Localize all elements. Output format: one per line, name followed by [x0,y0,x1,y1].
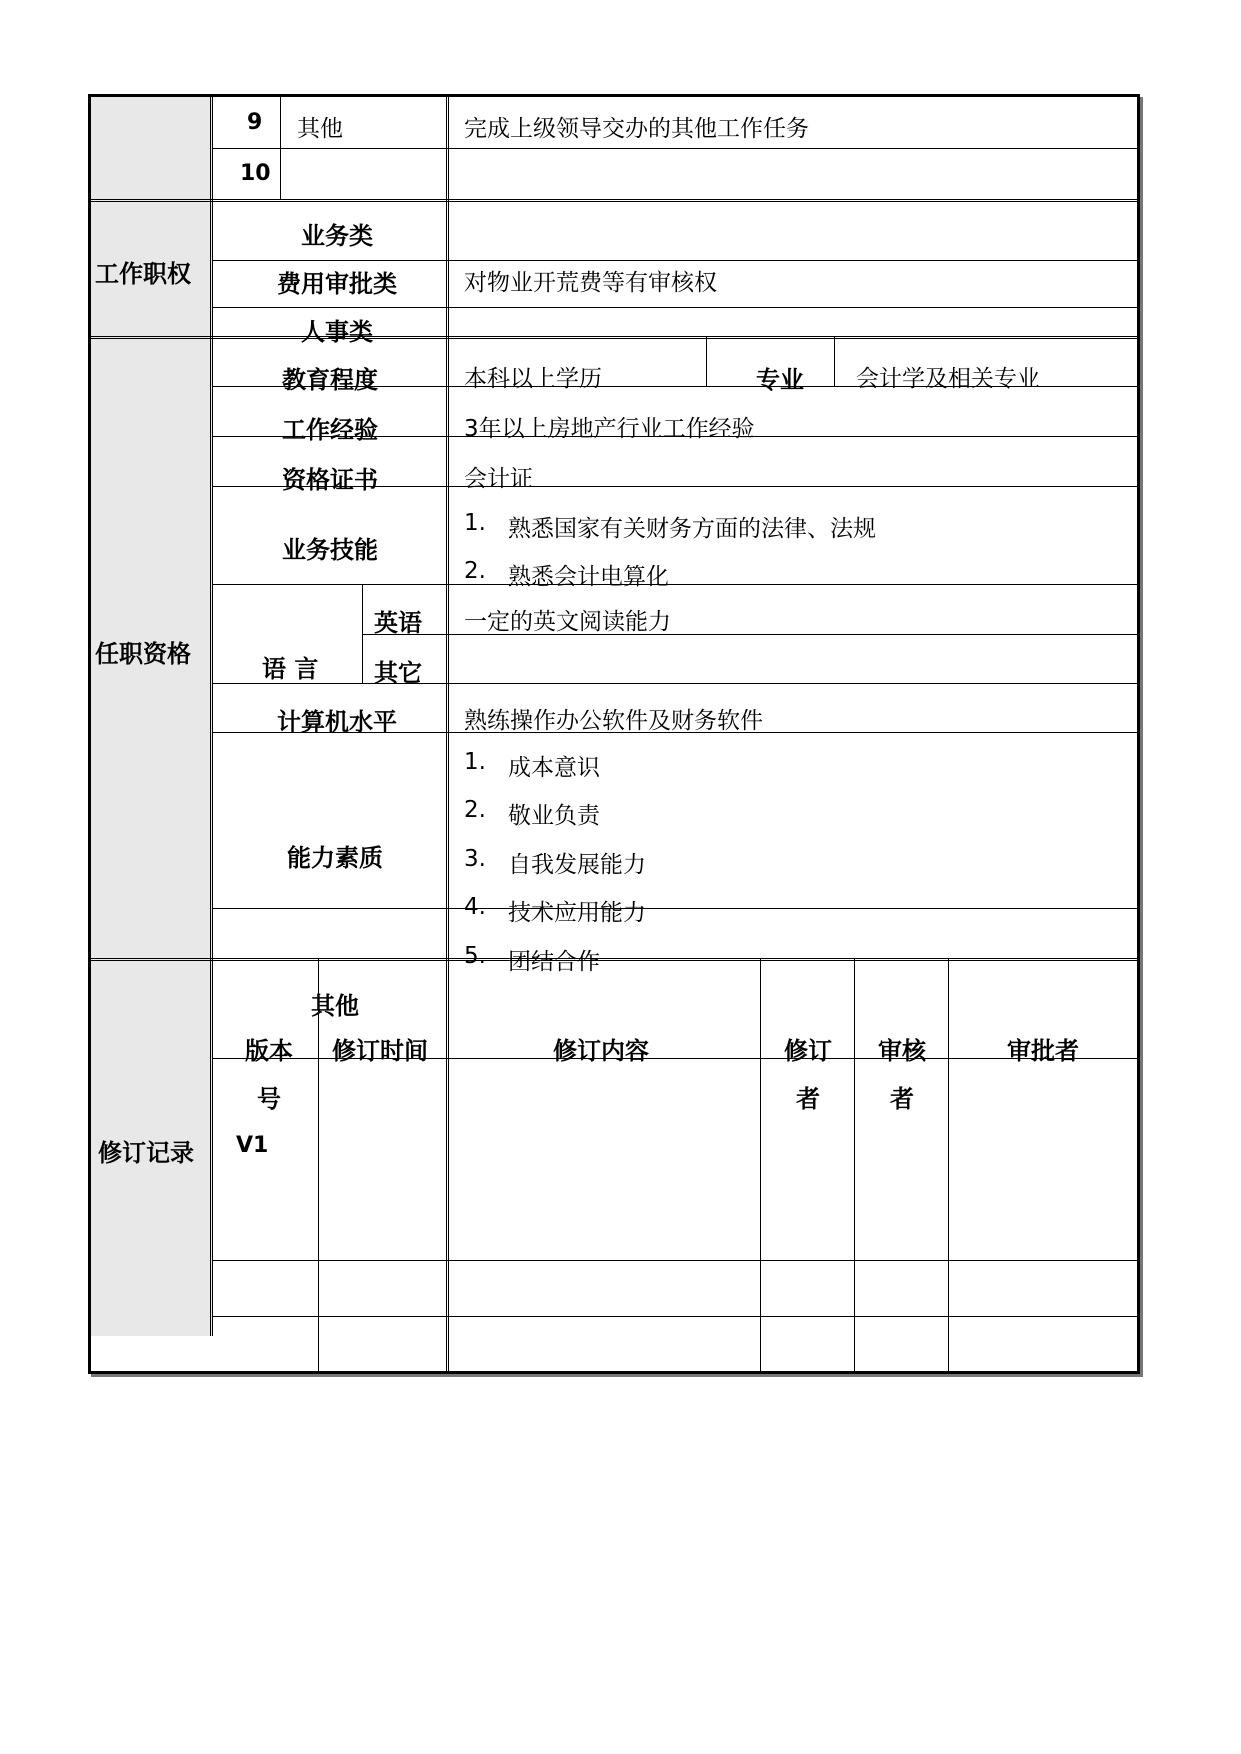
ability-item-text: 敬业负责 [508,803,600,829]
ability-item-text: 成本意识 [508,755,600,781]
ability-item-number: 4. [464,894,486,920]
revision-header-auditor: 审核 [878,1037,926,1065]
revision-header-reviser: 者 [796,1085,820,1113]
other-language-label: 其它 [374,659,422,687]
duty-number: 9 [247,110,263,135]
english-label: 英语 [374,609,422,637]
english-value: 一定的英文阅读能力 [464,609,671,635]
duty-number: 10 [240,161,271,186]
ability-item-number: 2. [464,797,486,823]
skills-item-number: 1. [464,510,486,536]
revision-header-time: 修订时间 [332,1037,428,1065]
revision-header-approver: 审批者 [1007,1037,1079,1065]
ability-item-number: 1. [464,749,486,775]
section-label-qualification: 任职资格 [95,640,191,668]
education-label: 教育程度 [282,366,378,394]
revision-header-reviser: 修订 [784,1037,832,1065]
revision-header-content: 修订内容 [553,1037,649,1065]
section-label-authority: 工作职权 [95,260,191,288]
education-value: 本科以上学历 [464,366,602,392]
ability-item-number: 3. [464,846,486,872]
authority-label-hr: 人事类 [301,318,373,346]
revision-header-version: 版本 [245,1037,293,1065]
skills-label: 业务技能 [282,536,378,564]
experience-value: 3年以上房地产行业工作经验 [464,416,755,442]
authority-label-business: 业务类 [301,222,373,250]
major-label: 专业 [756,366,804,394]
section-label-revision: 修订记录 [98,1139,194,1167]
other-label: 其他 [311,992,359,1020]
authority-value-expense: 对物业开荒费等有审核权 [464,270,717,296]
ability-item-text: 技术应用能力 [508,900,646,926]
major-value: 会计学及相关专业 [856,366,1040,392]
experience-label: 工作经验 [282,416,378,444]
skills-item-text: 熟悉国家有关财务方面的法律、法规 [508,516,876,542]
certificate-label: 资格证书 [282,466,378,494]
duty-content: 完成上级领导交办的其他工作任务 [464,116,809,142]
language-label: 语 言 [262,655,319,683]
ability-item-text: 自我发展能力 [508,852,646,878]
computer-value: 熟练操作办公软件及财务软件 [464,708,763,734]
authority-label-expense: 费用审批类 [277,270,397,298]
skills-item-number: 2. [464,558,486,584]
ability-item-text: 团结合作 [508,949,600,975]
ability-item-number: 5. [464,943,486,969]
computer-label: 计算机水平 [277,708,397,736]
revision-header-auditor: 者 [890,1085,914,1113]
revision-header-version: 号 [257,1085,281,1113]
duty-category: 其他 [297,116,343,142]
certificate-value: 会计证 [464,466,533,492]
ability-label: 能力素质 [287,844,383,872]
revision-row-version: V1 [236,1133,269,1158]
skills-item-text: 熟悉会计电算化 [508,564,669,590]
